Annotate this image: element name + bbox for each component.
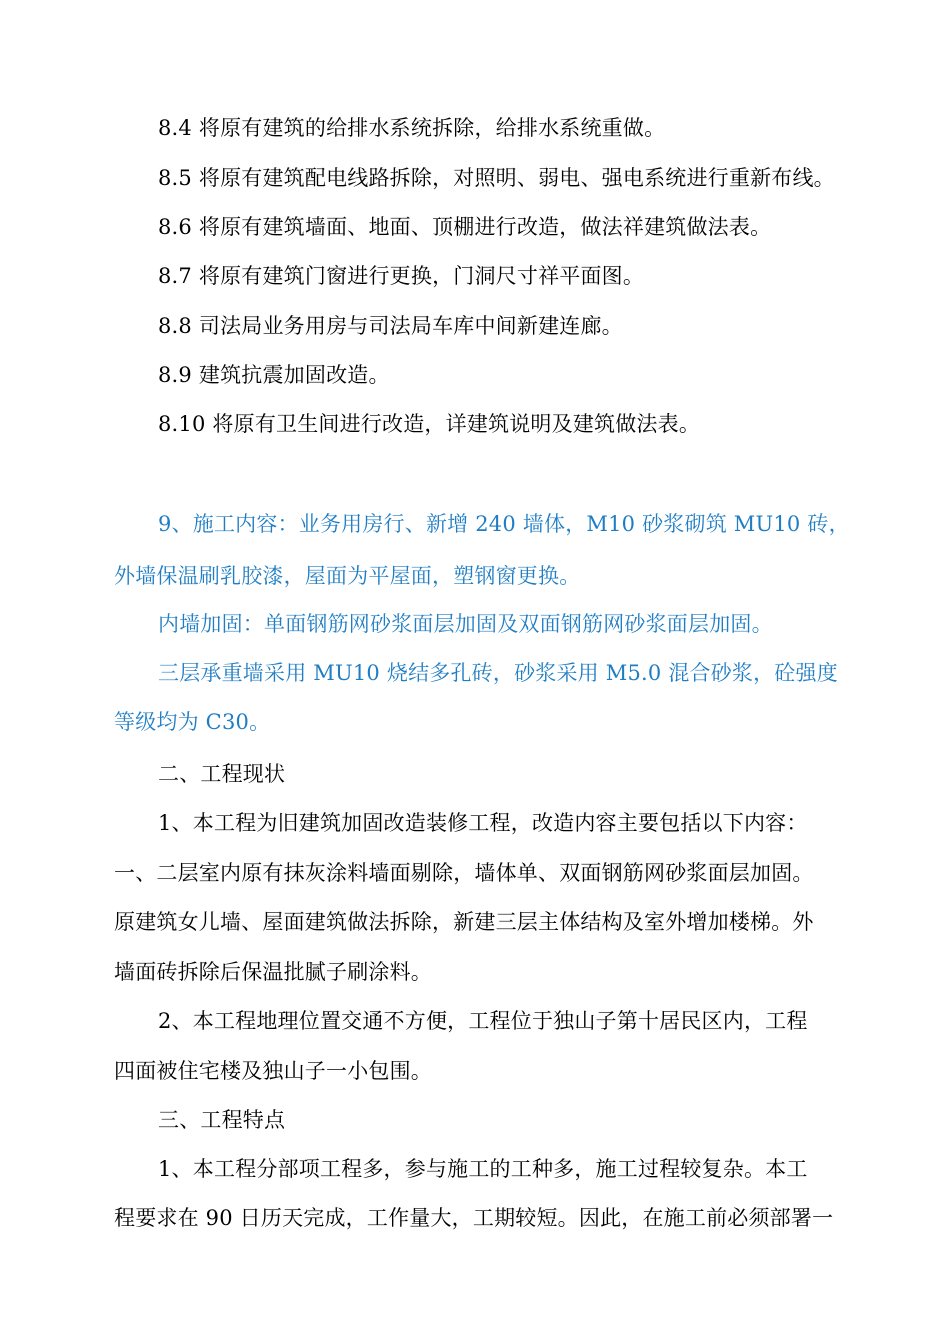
section-2-p2-line-2: 四面被住宅楼及独山子一小包围。 xyxy=(114,1059,432,1083)
item-8-4: 8.4 将原有建筑的给排水系统拆除，给排水系统重做。 xyxy=(158,116,666,140)
section-2-p1-line-4: 墙面砖拆除后保温批腻子刷涂料。 xyxy=(114,960,432,984)
section-9-line-1: 9、施工内容：业务用房行、新增 240 墙体，M10 砂浆砌筑 MU10 砖， xyxy=(158,512,850,536)
section-9-line-3: 内墙加固：单面钢筋网砂浆面层加固及双面钢筋网砂浆面层加固。 xyxy=(158,612,773,636)
section-9-line-5: 等级均为 C30。 xyxy=(114,710,271,734)
section-3-p1-line-1: 1、本工程分部项工程多，参与施工的工种多，施工过程较复杂。本工 xyxy=(158,1157,808,1181)
section-2-p1-line-1: 1、本工程为旧建筑加固改造装修工程，改造内容主要包括以下内容： xyxy=(158,811,808,835)
section-3-heading: 三、工程特点 xyxy=(158,1108,286,1132)
section-2-p1-line-2: 一、二层室内原有抹灰涂料墙面剔除，墙体单、双面钢筋网砂浆面层加固。 xyxy=(114,861,814,885)
item-8-6: 8.6 将原有建筑墙面、地面、顶棚进行改造，做法祥建筑做法表。 xyxy=(158,215,772,239)
section-3-p1-line-2: 程要求在 90 日历天完成，工作量大，工期较短。因此，在施工前必须部署一 xyxy=(114,1206,834,1230)
section-2-heading: 二、工程现状 xyxy=(158,762,286,786)
section-9-line-2: 外墙保温刷乳胶漆，屋面为平屋面，塑钢窗更换。 xyxy=(114,564,581,588)
item-8-7: 8.7 将原有建筑门窗进行更换，门洞尺寸祥平面图。 xyxy=(158,264,645,288)
section-9-line-4: 三层承重墙采用 MU10 烧结多孔砖，砂浆采用 M5.0 混合砂浆，砼强度 xyxy=(158,661,838,685)
item-8-8: 8.8 司法局业务用房与司法局车库中间新建连廊。 xyxy=(158,314,623,338)
section-2-p2-line-1: 2、本工程地理位置交通不方便，工程位于独山子第十居民区内，工程 xyxy=(158,1009,808,1033)
section-2-p1-line-3: 原建筑女儿墙、屋面建筑做法拆除，新建三层主体结构及室外增加楼梯。外 xyxy=(114,910,814,934)
item-8-5: 8.5 将原有建筑配电线路拆除，对照明、弱电、强电系统进行重新布线。 xyxy=(158,166,835,190)
item-8-9: 8.9 建筑抗震加固改造。 xyxy=(158,363,390,387)
item-8-10: 8.10 将原有卫生间进行改造，详建筑说明及建筑做法表。 xyxy=(158,412,701,436)
